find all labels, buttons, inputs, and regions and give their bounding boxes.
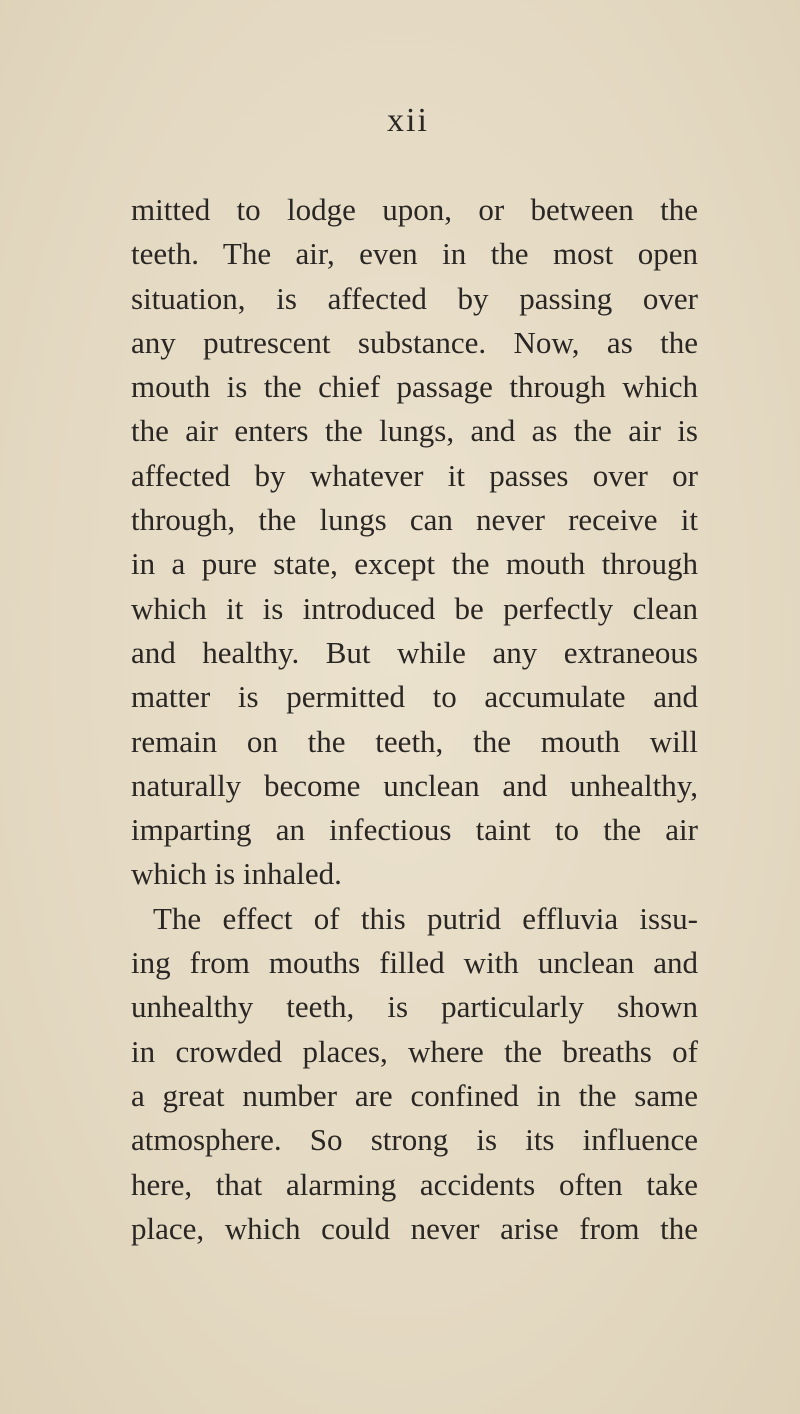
paragraph-start-line: The effect of this putrid effluvia issu- (153, 900, 698, 936)
text-line: the air enters the lungs, and as the air is (131, 413, 698, 449)
text-line: imparting an infectious taint to the air (131, 812, 698, 848)
text-line: place, which could never arise from the (131, 1210, 698, 1246)
text-line: unhealthy teeth, is particularly shown (131, 989, 698, 1025)
text-line: any putrescent substance. Now, as the (131, 324, 698, 360)
page-number (0, 104, 800, 138)
text-line: naturally become unclean and unhealthy, (131, 767, 698, 803)
text-line: atmosphere. So strong is its influence (131, 1122, 698, 1158)
text-line: mitted to lodge upon, or between the (131, 192, 698, 227)
paragraph-end-line: which is inhaled. (131, 856, 342, 892)
text-line: in crowded places, where the breaths of (131, 1033, 698, 1069)
text-line: mouth is the chief passage through which (131, 369, 698, 405)
text-line: and healthy. But while any extraneous (131, 634, 698, 670)
text-line: ing from mouths filled with unclean and (131, 945, 698, 981)
text-line: which it is introduced be perfectly clean (131, 590, 698, 626)
body-text (131, 188, 698, 1251)
text-line: matter is permitted to accumulate and (131, 679, 698, 715)
text-line: teeth. The air, even in the most open (131, 236, 698, 272)
text-line: in a pure state, except the mouth through (131, 546, 698, 582)
text-line: through, the lungs can never receive it (131, 502, 698, 538)
text-line: remain on the teeth, the mouth will (131, 723, 698, 759)
page-number-text: xii (387, 102, 429, 139)
text-line: situation, is affected by passing over (131, 280, 698, 316)
text-line: here, that alarming accidents often take (131, 1166, 698, 1202)
text-line: affected by whatever it passes over or (131, 457, 698, 493)
text-line: a great number are confined in the same (131, 1077, 698, 1113)
